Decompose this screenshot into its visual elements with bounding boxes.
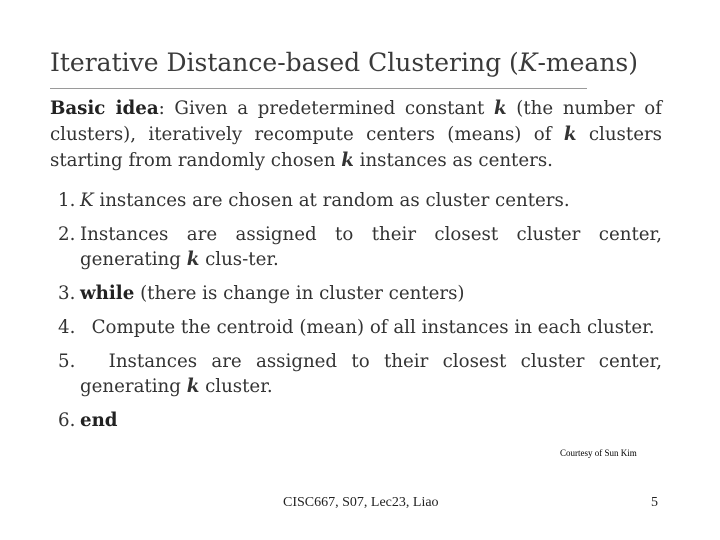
intro-k1: k: [493, 98, 507, 119]
step-5-k: k: [186, 376, 200, 397]
step-1: [50, 188, 662, 213]
title-suffix: -means): [537, 48, 639, 77]
step-4-number: 4.: [58, 317, 76, 338]
step-4: [50, 315, 662, 340]
algorithm-steps: [50, 188, 662, 442]
title-divider: [50, 88, 587, 89]
step-5-number: 5.: [58, 351, 76, 372]
step-3-number: 3.: [58, 283, 76, 304]
page-number: 5: [651, 495, 658, 510]
step-6-keyword: end: [80, 410, 118, 431]
intro-part2: (the number of clusters), iteratively recompute centers (means) of: [50, 98, 662, 145]
step-3-keyword: while: [80, 283, 135, 304]
intro-part1: : Given a predetermined constant: [158, 98, 494, 119]
title-k: K: [518, 48, 538, 77]
intro-part4: instances as centers.: [353, 150, 553, 171]
step-4-text: Compute the centroid (mean) of all instances in each cluster.: [91, 317, 655, 338]
step-2-text: Instances are assigned to their closest cluster center, generating: [80, 224, 662, 270]
step-1-k: K: [80, 190, 94, 211]
step-5-text: Instances are assigned to their closest cluster center, generating: [80, 351, 662, 397]
step-1-text: instances are chosen at random as cluster centers.: [93, 190, 570, 211]
title-prefix: Iterative Distance-based Clustering (: [50, 48, 519, 77]
step-5-text2: cluster.: [199, 376, 273, 397]
step-2-text2: clus-ter.: [199, 249, 279, 270]
step-3: [50, 281, 662, 306]
step-5: [50, 349, 662, 399]
intro-k3: k: [341, 150, 354, 171]
courtesy-note: Courtesy of Sun Kim: [560, 448, 637, 458]
step-2-number: 2.: [58, 224, 76, 245]
slide-title: [50, 46, 638, 80]
slide-footer: CISC667, S07, Lec23, Liao: [283, 495, 439, 510]
step-2-k: k: [186, 249, 200, 270]
basic-idea-paragraph: [50, 96, 662, 174]
step-1-number: 1.: [58, 190, 76, 211]
step-6-number: 6.: [58, 410, 76, 431]
basic-idea-label: Basic idea: [50, 98, 159, 119]
step-6: [50, 408, 662, 433]
step-2: [50, 222, 662, 272]
step-3-text: (there is change in cluster centers): [134, 283, 465, 304]
intro-part3: clusters starting from randomly chosen: [50, 124, 662, 171]
intro-k2: k: [563, 124, 577, 145]
